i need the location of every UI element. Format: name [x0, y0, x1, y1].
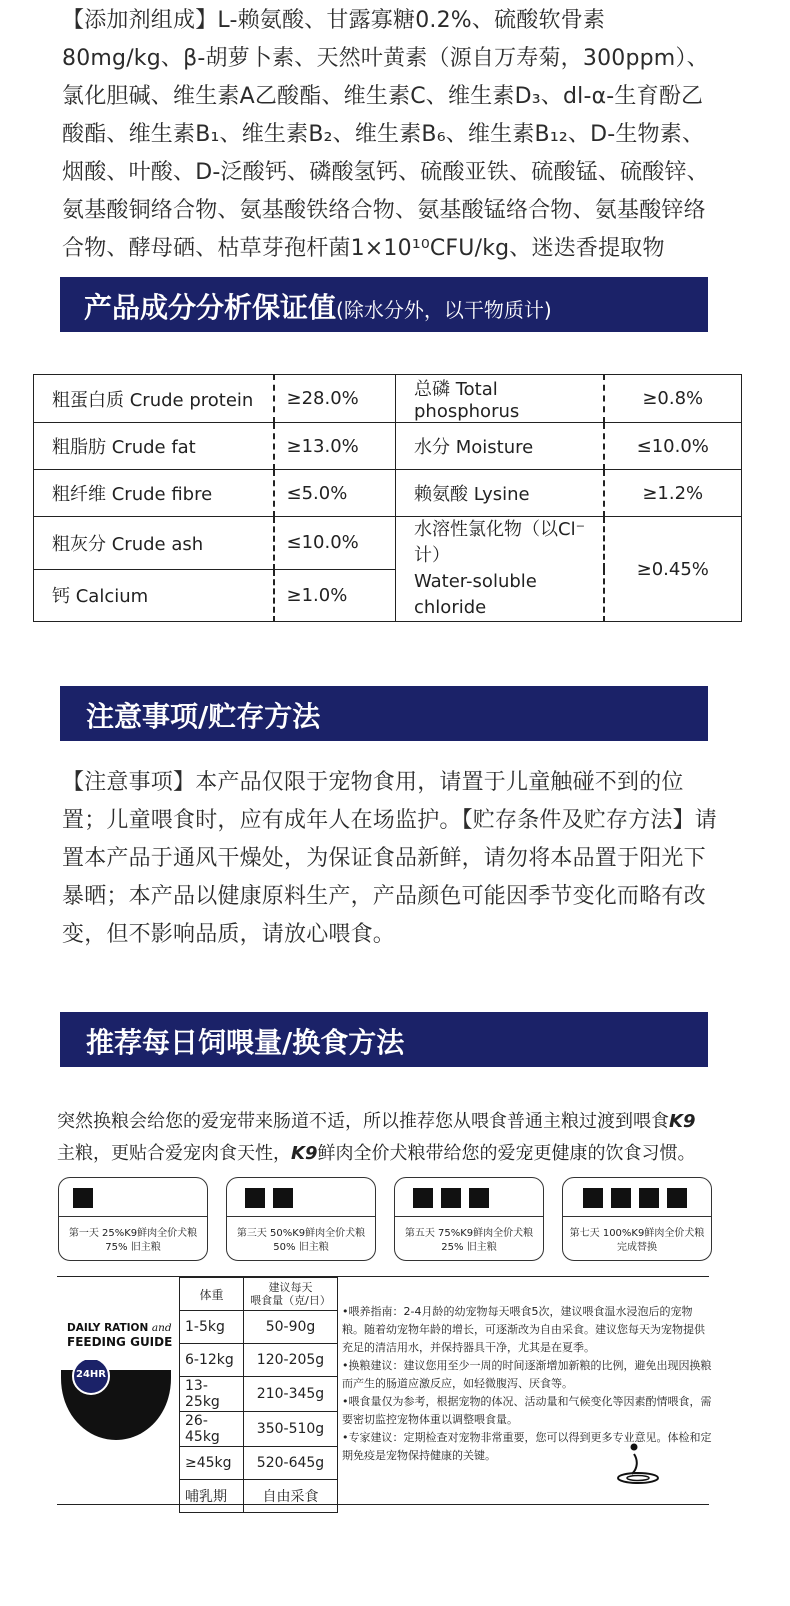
nutrient-value: ≤10.0% — [274, 517, 396, 570]
guide-top-rule — [57, 1276, 709, 1277]
guide-bottom-rule — [57, 1504, 709, 1505]
table-row — [180, 1412, 338, 1447]
portion-square — [73, 1188, 93, 1208]
amount-header-1: 建议每天 — [268, 1281, 313, 1294]
nutrient-label: 赖氨酸 Lysine — [396, 470, 604, 517]
table-right-border — [337, 1277, 338, 1504]
nutrient-label: 粗纤维 Crude fibre — [34, 470, 274, 517]
portion-square — [611, 1188, 631, 1208]
nutrient-value: ≥0.8% — [604, 375, 742, 423]
table-row — [180, 1480, 338, 1513]
brand-mark: K9 — [291, 1143, 318, 1164]
note-item: •专家建议：定期检查对宠物非常重要，您可以得到更多专业意见。体检和定期免疫是宠物保持健康的关键。 — [342, 1431, 712, 1462]
portion-square — [667, 1188, 687, 1208]
feeding-title: 推荐每日饲喂量/换食方法 — [86, 1026, 405, 1059]
step-line-1: 第七天 100%K9鲜肉全价犬粮 — [569, 1228, 705, 1239]
table-row — [180, 1311, 338, 1344]
table-row — [180, 1377, 338, 1412]
guide-line-2: FEEDING GUIDE — [67, 1335, 173, 1349]
weight-cell: 1-5kg — [180, 1311, 244, 1344]
nutrient-value: ≥28.0% — [274, 375, 396, 423]
analysis-banner — [60, 277, 708, 332]
amount-cell: 210-345g — [244, 1377, 338, 1412]
nutrient-value: ≥1.0% — [274, 569, 396, 622]
note-item: •换粮建议：建议您用至少一周的时间逐渐增加新粮的比例，避免出现因换粮而产生的肠道应激反应，如轻微腹泻、厌食等。 — [342, 1359, 712, 1390]
intro-line-2b: 鲜肉全价犬粮带给您的爱宠更健康的饮食习惯。 — [317, 1143, 696, 1164]
feeding-intro — [57, 1106, 737, 1170]
guide-line-1: DAILY RATION — [67, 1322, 149, 1334]
precautions-text: 【注意事项】本产品仅限于宠物食用，请置于儿童触碰不到的位置；儿童喂食时，应有成年人在场监护。【贮存条件及贮存方法】请置本产品于通风干燥处，为保证食品新鲜，请勿将本品置于阳光下暴晒；本产品以健康原料生产，产品颜色可能因季节变化而略有改变，但不影响品质，请放心喂食。 — [62, 770, 718, 947]
portion-square — [413, 1188, 433, 1208]
portion-square — [583, 1188, 603, 1208]
chloride-label-en: Water-soluble chloride — [414, 571, 537, 618]
note-item: •喂食量仅为参考，根据宠物的体况、活动量和气候变化等因素酌情喂食，需要密切监控宠物体重以调整喂食量。 — [342, 1395, 712, 1426]
nutrient-value: ≤5.0% — [274, 470, 396, 517]
nutrient-label: 粗脂肪 Crude fat — [34, 423, 274, 470]
amount-header — [244, 1278, 338, 1311]
guide-badge: 24HR — [76, 1369, 106, 1380]
step-card-day5 — [394, 1177, 544, 1261]
step-line-2: 75% 旧主粮 — [105, 1242, 161, 1253]
nutrient-value: ≥13.0% — [274, 423, 396, 470]
table-row — [34, 470, 742, 517]
nutrient-value: ≤10.0% — [604, 423, 742, 470]
step-line-2: 完成替换 — [617, 1242, 657, 1253]
table-row — [34, 375, 742, 423]
step-line-1: 第一天 25%K9鲜肉全价犬粮 — [68, 1228, 198, 1239]
weight-cell: 13-25kg — [180, 1377, 244, 1412]
amount-cell: 350-510g — [244, 1412, 338, 1447]
analysis-subtitle: (除水分外，以干物质计) — [336, 298, 552, 322]
chloride-label-cn: 水溶性氯化物（以Cl⁻计） — [414, 519, 586, 566]
feeding-table — [179, 1277, 338, 1513]
weight-header: 体重 — [180, 1278, 244, 1311]
precautions-title: 注意事项/贮存方法 — [86, 700, 321, 733]
amount-cell: 120-205g — [244, 1344, 338, 1377]
nutrient-label: 钙 Calcium — [34, 569, 274, 622]
amount-header-2: 喂食量（克/日） — [250, 1294, 331, 1307]
intro-line-1: 突然换粮会给您的爱宠带来肠道不适，所以推荐您从喂食普通主粮过渡到喂食 — [57, 1111, 669, 1132]
portion-square — [245, 1188, 265, 1208]
step-line-2: 25% 旧主粮 — [441, 1242, 497, 1253]
weight-cell: 哺乳期 — [180, 1480, 244, 1513]
precautions-banner — [60, 686, 708, 741]
water-drop-icon — [614, 1440, 664, 1490]
step-card-day3 — [226, 1177, 376, 1261]
intro-line-2a: 主粮，更贴合爱宠肉食天性， — [57, 1143, 291, 1164]
chloride-value: ≥0.45% — [604, 517, 742, 622]
nutrient-label: 粗灰分 Crude ash — [34, 517, 274, 570]
nutrient-label: 水分 Moisture — [396, 423, 604, 470]
weight-cell: 26-45kg — [180, 1412, 244, 1447]
guide-amp: and — [151, 1322, 172, 1334]
additives-text: 【添加剂组成】L-赖氨酸、甘露寡糖0.2%、硫酸软骨素80mg/kg、β-胡萝卜素、天然叶黄素（源自万寿菊，300ppm）、氯化胆碱、维生素A乙酸酯、维生素C、维生素D₃、dl-α-生育酚乙酸酯、维生素B₁、维生素B₂、维生素B₆、维生素B₁₂、D-生物素、烟酸、叶酸、D-泛酸钙、磷酸氢钙、硫酸亚铁、硫酸锰、硫酸锌、氨基酸铜络合物、氨基酸铁络合物、氨基酸锰络合物、氨基酸锌络合物、酵母硒、枯草芽孢杆菌1×10¹⁰CFU/kg、迷迭香提取物 — [62, 8, 709, 261]
brand-mark: K9 — [669, 1111, 696, 1132]
step-line-2: 50% 旧主粮 — [273, 1242, 329, 1253]
chloride-label — [396, 517, 604, 622]
nutrient-table — [33, 374, 742, 622]
amount-cell: 520-645g — [244, 1447, 338, 1480]
portion-square — [639, 1188, 659, 1208]
table-row — [34, 423, 742, 470]
step-card-day1 — [58, 1177, 208, 1261]
step-line-1: 第五天 75%K9鲜肉全价犬粮 — [404, 1228, 534, 1239]
weight-cell: 6-12kg — [180, 1344, 244, 1377]
table-row — [180, 1344, 338, 1377]
table-header — [180, 1278, 338, 1311]
portion-square — [441, 1188, 461, 1208]
nutrient-value: ≥1.2% — [604, 470, 742, 517]
table-row — [180, 1447, 338, 1480]
feeding-guide-logo — [57, 1278, 179, 1504]
note-item: •喂养指南：2-4月龄的幼宠物每天喂食5次，建议喂食温水浸泡后的宠物粮。随着幼宠物年龄的增长，可逐渐改为自由采食。建议您每天为宠物提供充足的清洁用水，并保持器具干净，尤其是在夏季。 — [342, 1305, 705, 1354]
nutrient-label: 粗蛋白质 Crude protein — [34, 375, 274, 423]
weight-cell: ≥45kg — [180, 1447, 244, 1480]
portion-square — [273, 1188, 293, 1208]
portion-square — [469, 1188, 489, 1208]
amount-cell: 自由采食 — [244, 1480, 338, 1513]
amount-cell: 50-90g — [244, 1311, 338, 1344]
feeding-banner — [60, 1012, 708, 1067]
analysis-title: 产品成分分析保证值 — [84, 291, 337, 324]
nutrient-label: 总磷 Total phosphorus — [396, 375, 604, 423]
step-card-day7 — [562, 1177, 712, 1261]
step-line-1: 第三天 50%K9鲜肉全价犬粮 — [236, 1228, 366, 1239]
table-row — [34, 517, 742, 570]
